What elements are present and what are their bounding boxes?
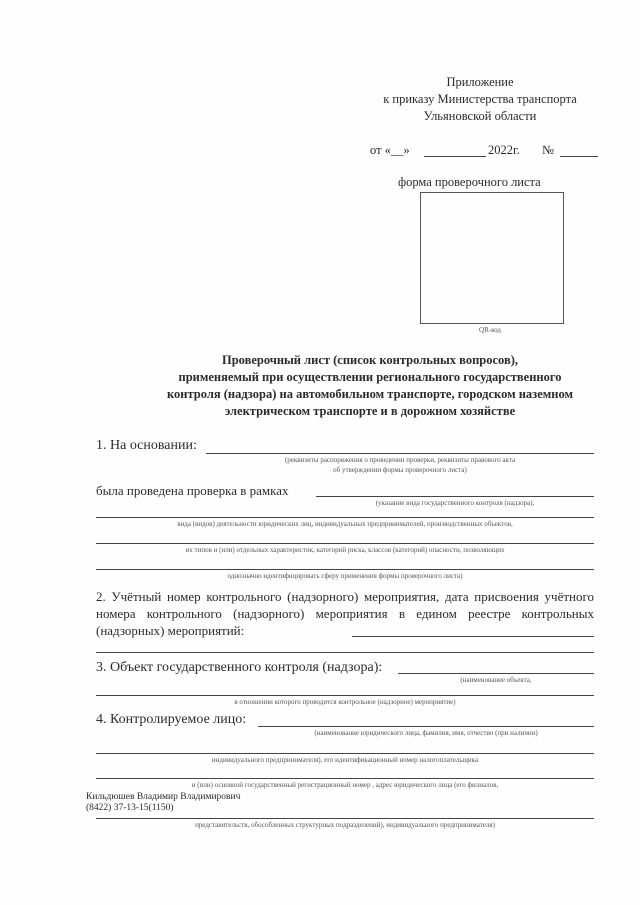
qr-code-box (420, 192, 564, 324)
section1-hint-1: (реквизиты распоряжения о проведении проверки, реквизиты правового акта (284, 456, 516, 464)
section4-hint-4: представительств, обособленных структурных подразделений), индивидуального предпринимателя) (195, 821, 495, 829)
section3-hint-1: (наименование объекта, (460, 676, 532, 684)
section4-label: 4. Контролируемое лицо: (96, 712, 247, 727)
section1-hint-5: их типов и (или) отдельных характеристик, категорий риска, классов (категорий) опасности, позволяющих (185, 546, 505, 554)
section2-field-line (352, 636, 594, 637)
executor-name: Кильдюшев Владимир Владимирович (86, 792, 241, 802)
title-line-1: Проверочный лист (список контрольных вопросов), (221, 353, 519, 367)
title-line-4: электрическом транспорте и в дорожном хозяйстве (224, 404, 516, 418)
section1-field-line-4 (96, 543, 594, 544)
section1-hint-4: вида (видов) деятельности юридических лиц, индивидуальных предпринимателей, производственных объектов, (177, 520, 513, 528)
section1-field-line-2 (316, 496, 594, 497)
executor-phone: (8422) 37-13-15(1150) (86, 803, 174, 813)
date-prefix: от «__» (370, 143, 410, 157)
section4-hint-1: (наименование юридического лица, фамилия, имя, отчество (при наличии) (314, 729, 538, 737)
title-line-3: контроля (надзора) на автомобильном транспорте, городском наземном (167, 387, 573, 401)
title-line-2: применяемый при осуществлении регионального государственного (178, 370, 562, 384)
appendix-label: Приложение (446, 75, 514, 89)
qr-caption: QR-код (479, 326, 501, 334)
section1-hint-2: об утверждении формы проверочного листа) (333, 466, 467, 474)
order-reference: к приказу Министерства транспорта (383, 92, 577, 106)
date-year: 2022г. (488, 143, 520, 157)
section3-label: 3. Объект государственного контроля (надзора): (96, 660, 383, 675)
form-label: форма проверочного листа (398, 175, 541, 189)
section4-hint-2: индивидуального предпринимателя), его идентификационный номер налогоплательщика (211, 756, 479, 764)
section1-field-line-5 (96, 569, 594, 570)
region-name: Ульяновской области (423, 109, 537, 123)
section4-field-line-3 (96, 778, 594, 779)
section4-field-line-2 (96, 753, 594, 754)
section1-field-line (206, 453, 594, 454)
section4-field-line-4 (96, 818, 594, 819)
section3-hint-2: в отношении которого проводится контрольное (надзорное) мероприятие) (234, 698, 456, 706)
number-label: № (542, 143, 554, 157)
number-line (560, 156, 598, 157)
section4-hint-3: и (или) основной государственный регистрационный номер , адрес юридического лица (его филиалов, (191, 781, 499, 789)
section2-field-line-2 (96, 652, 594, 653)
section1-hint-3: (указание вида государственного контроля (надзора), (375, 499, 535, 507)
section1-label-2: была проведена проверка в рамках (96, 483, 289, 498)
section1-hint-6: однозначно идентифицировать сферу применения формы проверочного листа) (227, 572, 463, 580)
section4-field-line (258, 726, 594, 727)
section3-field-line-2 (96, 695, 594, 696)
section2-text: 2. Учётный номер контрольного (надзорного) мероприятия, дата присвоения учётного номера контрольного (надзорного) мероприятия в едином реестре контрольных (надзорных) мероприятий: (96, 589, 594, 638)
section3-field-line (398, 673, 594, 674)
section1-field-line-3 (96, 517, 594, 518)
date-month-line (424, 156, 486, 157)
section1-label: 1. На основании: (96, 438, 197, 453)
